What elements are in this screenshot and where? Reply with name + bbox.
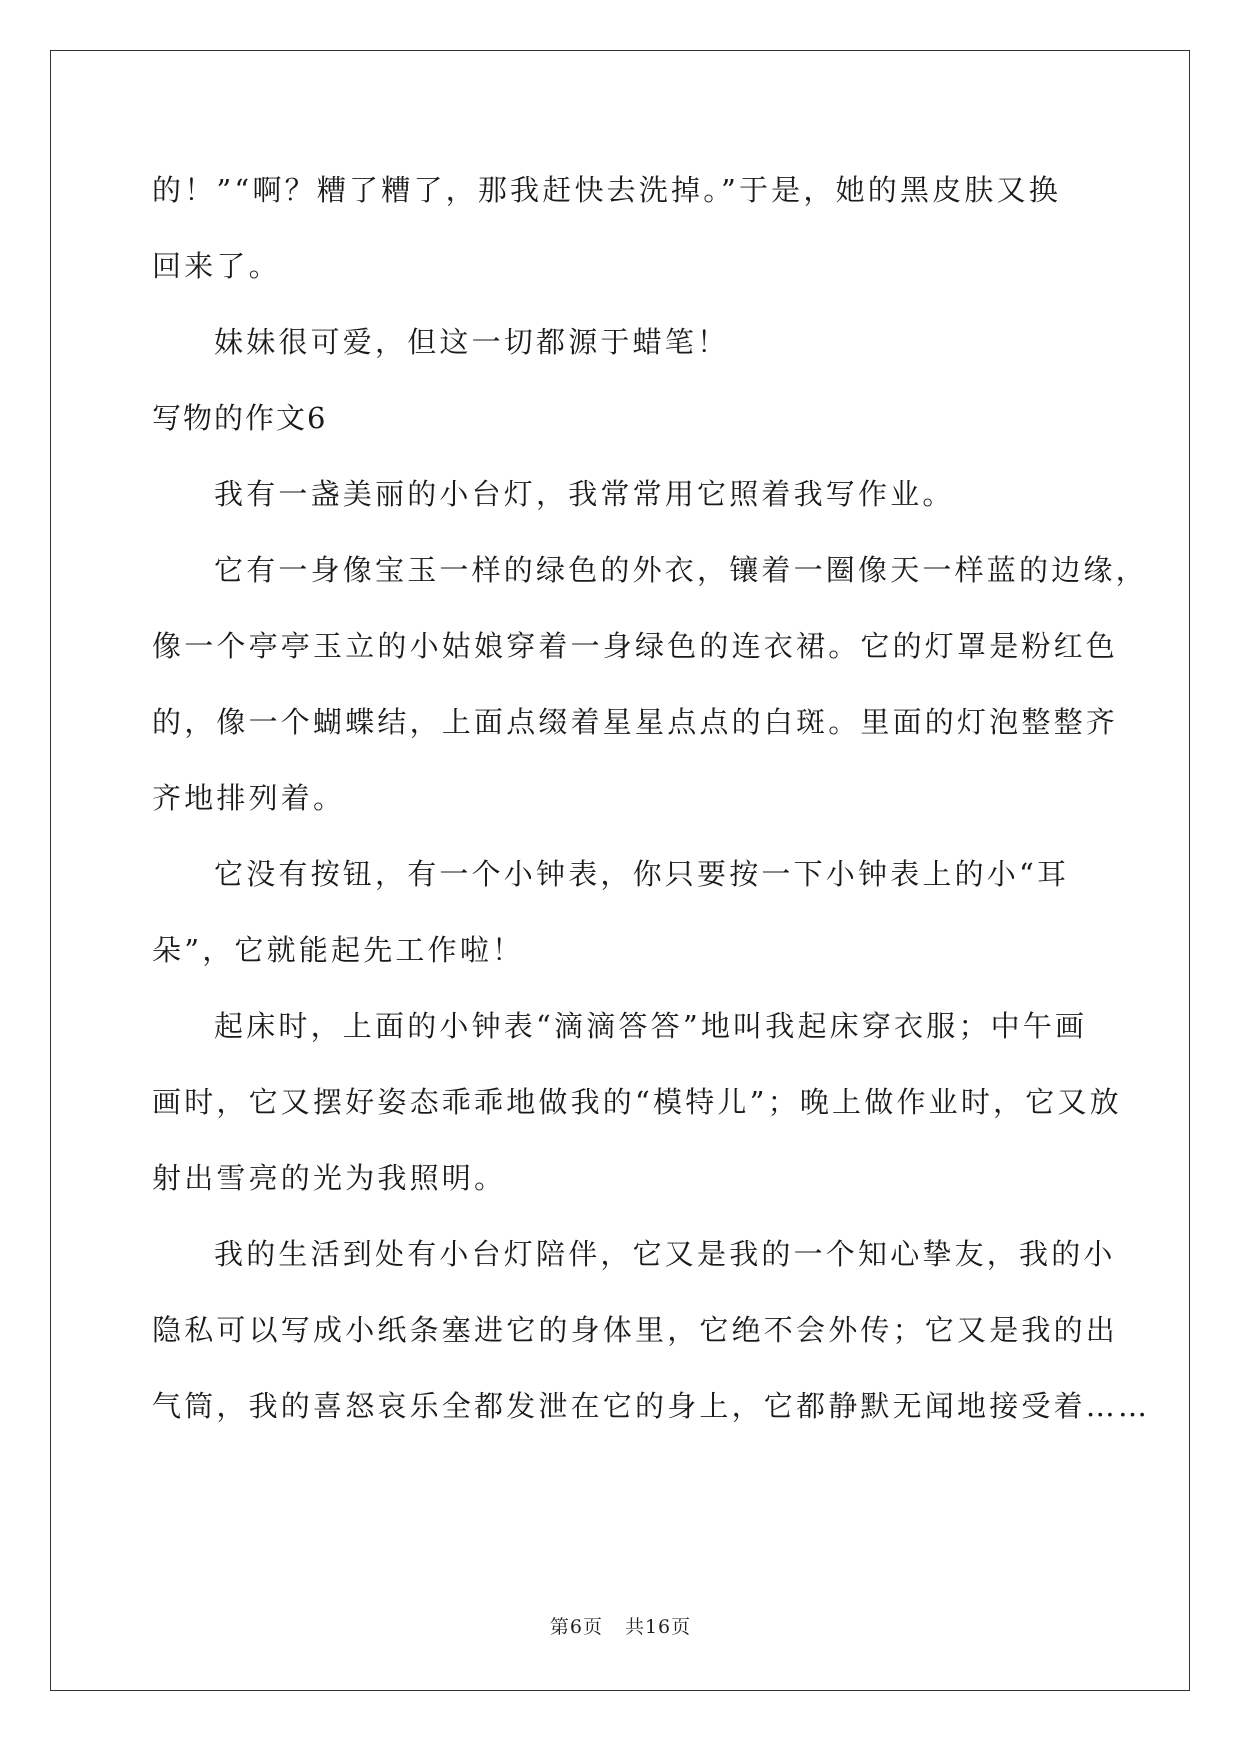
page-footer	[0, 1612, 1241, 1639]
paragraph-daily-line-1: 起床时，上面的小钟表“滴滴答答”地叫我起床穿衣服；中午画	[214, 1009, 1088, 1043]
paragraph-daily-line-3: 射出雪亮的光为我照明。	[152, 1161, 507, 1195]
paragraph-friend-line-2: 隐私可以写成小纸条塞进它的身体里，它绝不会外传；它又是我的出	[152, 1313, 1119, 1347]
paragraph-closing: 妹妹很可爱，但这一切都源于蜡笔！	[214, 325, 730, 359]
essay-heading: 写物的作文6	[152, 401, 328, 435]
body-line-2: 回来了。	[152, 249, 281, 283]
paragraph-appearance-line-3: 的，像一个蝴蝶结，上面点缀着星星点点的白斑。里面的灯泡整整齐	[152, 705, 1119, 739]
paragraph-appearance-line-2: 像一个亭亭玉立的小姑娘穿着一身绿色的连衣裙。它的灯罩是粉红色	[152, 629, 1119, 663]
page-number: 第6页	[549, 1616, 603, 1638]
paragraph-clock-line-1: 它没有按钮，有一个小钟表，你只要按一下小钟表上的小“耳	[214, 857, 1070, 891]
paragraph-daily-line-2: 画时，它又摆好姿态乖乖地做我的“模特儿”；晚上做作业时，它又放	[152, 1085, 1122, 1119]
paragraph-friend-line-3: 气筒，我的喜怒哀乐全都发泄在它的身上，它都静默无闻地接受着……	[152, 1389, 1151, 1423]
body-line-1: 的！”“啊？糟了糟了，那我赶快去洗掉。”于是，她的黑皮肤又换	[152, 173, 1061, 207]
paragraph-friend-line-1: 我的生活到处有小台灯陪伴，它又是我的一个知心挚友，我的小	[214, 1237, 1116, 1271]
paragraph-clock-line-2: 朵”，它就能起先工作啦！	[152, 933, 525, 967]
paragraph-appearance-line-4: 齐地排列着。	[152, 781, 346, 815]
paragraph-appearance-line-1: 它有一身像宝玉一样的绿色的外衣，镶着一圈像天一样蓝的边缘，	[214, 553, 1148, 587]
paragraph-intro: 我有一盏美丽的小台灯，我常常用它照着我写作业。	[214, 477, 955, 511]
page-count: 共16页	[624, 1616, 692, 1638]
